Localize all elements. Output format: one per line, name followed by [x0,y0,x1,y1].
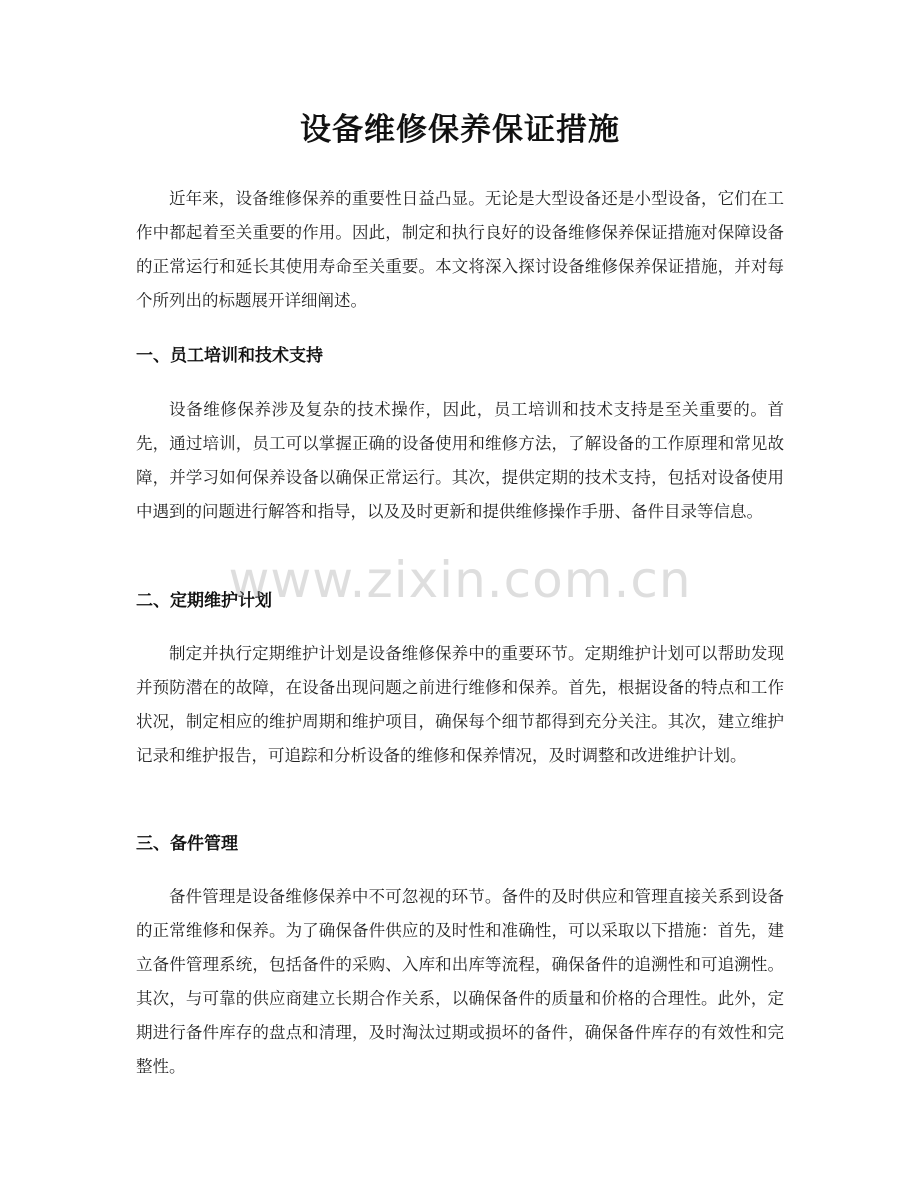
section-heading-spare-parts: 三、备件管理 [136,834,238,854]
section-body-spare-parts: 备件管理是设备维修保养中不可忽视的环节。备件的及时供应和管理直接关系到设备的正常维修和保养。为了确保备件供应的及时性和准确性，可以采取以下措施：首先，建立备件管理系统，包括备件的采购、入库和出库等流程，确保备件的追溯性和可追溯性。其次，与可靠的供应商建立长期合作关系，以确保备件的质量和价格的合理性。此外，定期进行备件库存的盘点和清理，及时淘汰过期或损坏的备件，确保备件库存的有效性和完整性。 [136,887,784,1076]
watermark-text: www.zixin.com.cn [228,551,692,609]
section-body-training: 设备维修保养涉及复杂的技术操作，因此，员工培训和技术支持是至关重要的。首先，通过培训，员工可以掌握正确的设备使用和维修方法，了解设备的工作原理和常见故障，并学习如何保养设备以确保正常运行。其次，提供定期的技术支持，包括对设备使用中遇到的问题进行解答和指导，以及及时更新和提供维修操作手册、备件目录等信息。 [136,400,784,521]
intro-paragraph: 近年来，设备维修保养的重要性日益凸显。无论是大型设备还是小型设备，它们在工作中都起着至关重要的作用。因此，制定和执行良好的设备维修保养保证措施对保障设备的正常运行和延长其使用寿命至关重要。本文将深入探讨设备维修保养保证措施，并对每个所列出的标题展开详细阐述。 [136,189,784,310]
document-title: 设备维修保养保证措施 [300,112,620,148]
section-heading-training: 一、员工培训和技术支持 [136,346,323,366]
section-heading-maintenance-plan: 二、定期维护计划 [136,591,272,611]
section-body-maintenance-plan: 制定并执行定期维护计划是设备维修保养中的重要环节。定期维护计划可以帮助发现并预防潜在的故障，在设备出现问题之前进行维修和保养。首先，根据设备的特点和工作状况，制定相应的维护周期和维护项目，确保每个细节都得到充分关注。其次，建立维护记录和维护报告，可追踪和分析设备的维修和保养情况，及时调整和改进维护计划。 [136,644,784,765]
